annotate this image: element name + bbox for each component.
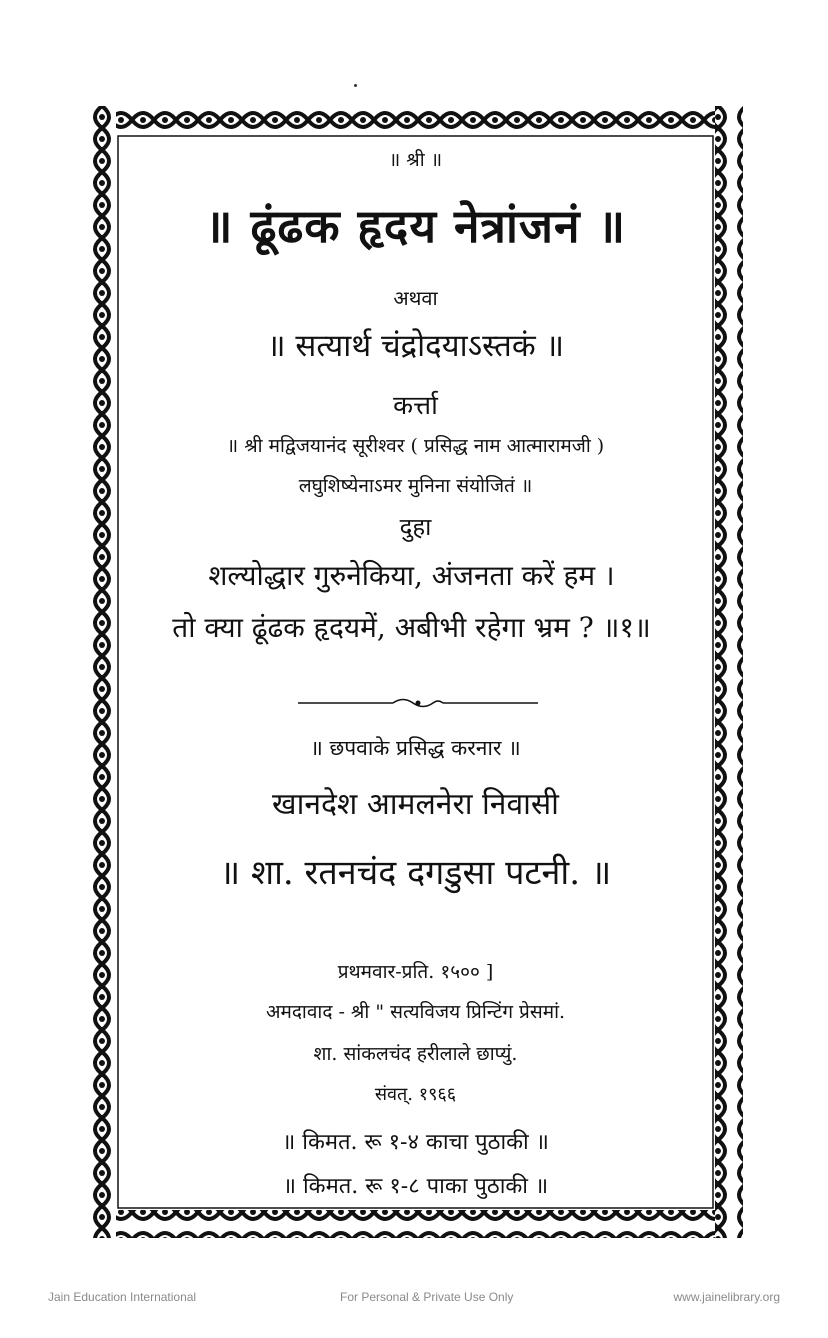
footer-usage-note: For Personal & Private Use Only — [340, 1290, 514, 1304]
invocation-shri: ॥ श्री ॥ — [388, 149, 443, 171]
author-heading: कर्त्ता — [393, 391, 438, 421]
author-line-2: लघुशिष्येनाऽमर मुनिना संयोजितं ॥ — [298, 475, 533, 497]
footer-website-link[interactable]: www.jainelibrary.org — [673, 1290, 780, 1304]
press-info: अमदावाद - श्री " सत्यविजय प्रिन्टिंग प्रेसमां. — [265, 1001, 566, 1023]
alternate-title-connector: अथवा — [393, 286, 438, 310]
book-subtitle: ॥ सत्यार्थ चंद्रोदयाऽस्तकं ॥ — [266, 328, 565, 364]
printer-info: शा. सांकलचंद हरीलाले छाप्युं. — [313, 1043, 518, 1065]
price-paka: ॥ किमत. रू १-८ पाका पुठाकी ॥ — [282, 1174, 549, 1199]
ornamental-frame — [88, 106, 743, 1238]
author-line-1: ॥ श्री मद्विजयानंद सूरीश्वर ( प्रसिद्ध नाम आत्मारामजी ) — [226, 435, 605, 457]
verse-line-2: तो क्या ढूंढक हृदयमें, अबीभी रहेगा भ्रम ? ॥१॥ — [172, 611, 651, 644]
publisher-name: ॥ शा. रतनचंद दगडुसा पटनी. ॥ — [219, 853, 612, 893]
samvat-year: संवत्. १९६६ — [374, 1084, 457, 1105]
verse-line-1: शल्योद्धार गुरुनेकिया, अंजनता करें हम । — [208, 559, 615, 592]
ornamental-divider — [298, 696, 538, 710]
title-page-content — [118, 136, 713, 1208]
book-title: ॥ ढूंढक हृदय नेत्रांजनं ॥ — [204, 199, 627, 253]
publisher-place: खानदेश आमलनेरा निवासी — [272, 787, 559, 822]
publisher-heading: ॥ छपवाके प्रसिद्ध करनार ॥ — [310, 736, 521, 760]
verse-heading: दुहा — [399, 513, 432, 541]
footer-source: Jain Education International — [48, 1290, 197, 1304]
ink-speck — [354, 84, 357, 87]
edition-info: प्रथमवार-प्रति. १५०० ] — [337, 961, 494, 983]
price-kacha: ॥ किमत. रू १-४ काचा पुठाकी ॥ — [282, 1130, 549, 1155]
